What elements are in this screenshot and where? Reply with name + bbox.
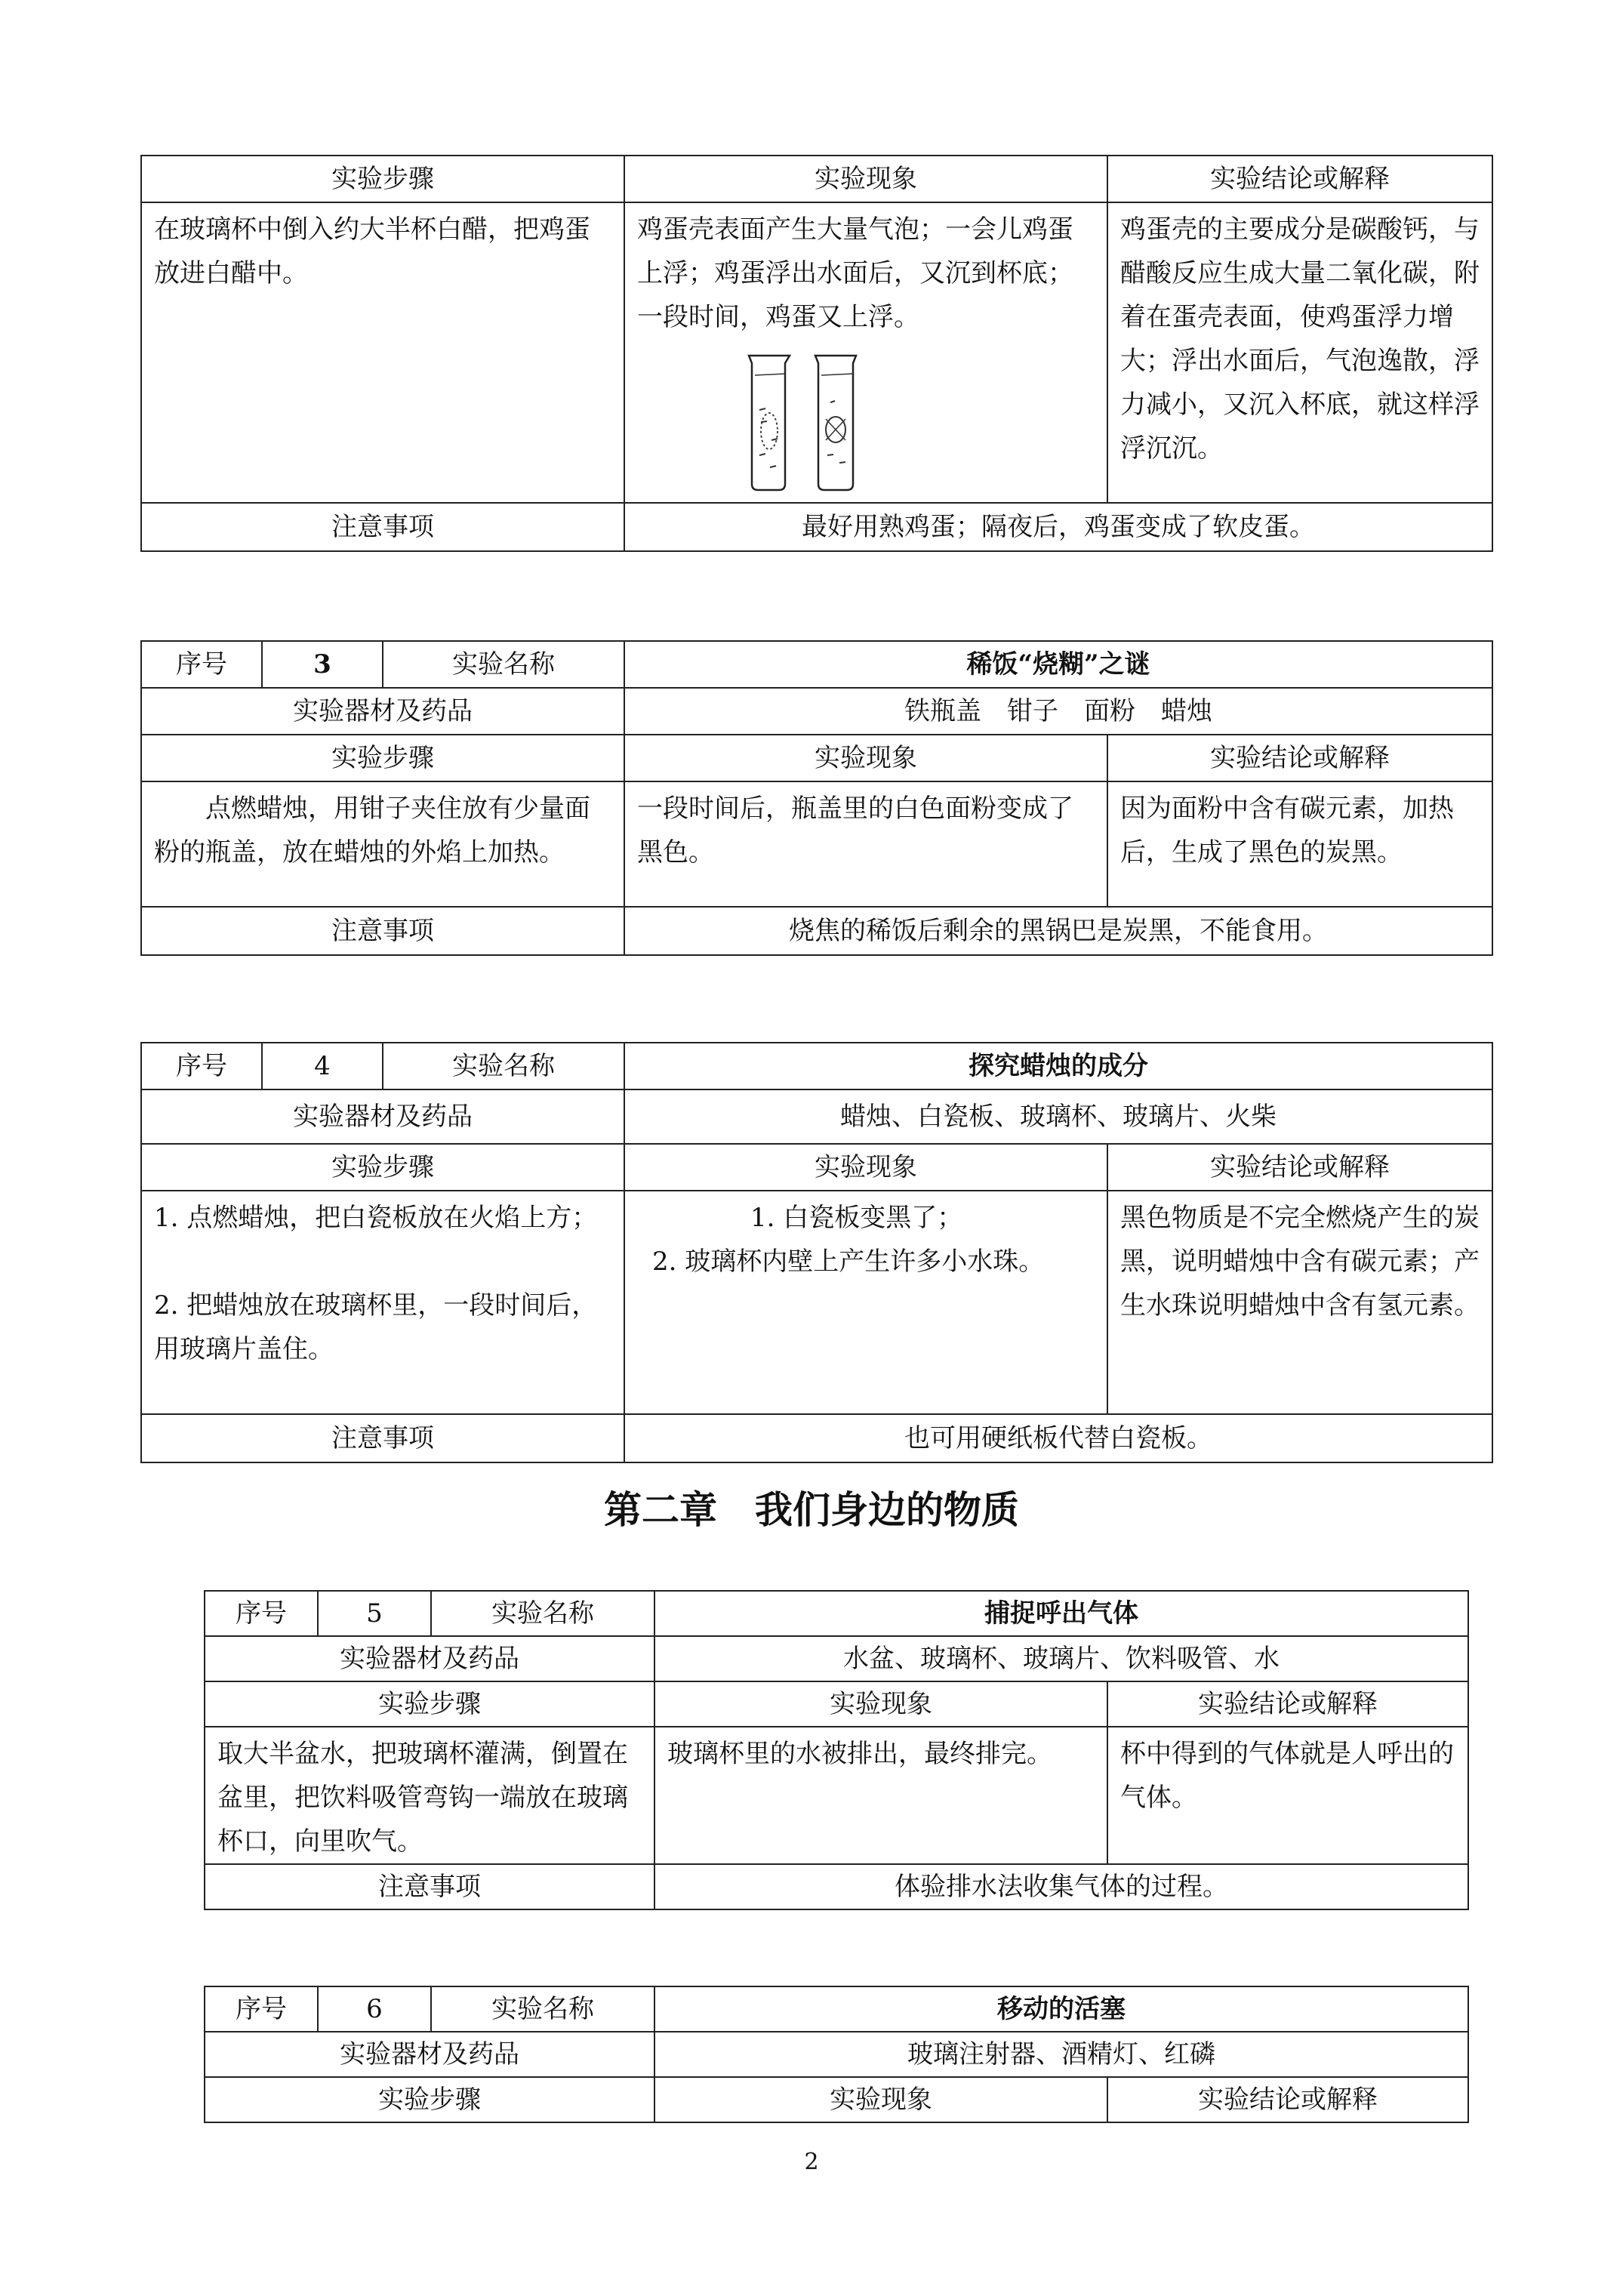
steps-cell [141,202,624,503]
experiment-3-table [140,640,1493,956]
steps-cell [141,781,624,907]
conclusion-text: 鸡蛋壳的主要成分是碳酸钙，与醋酸反应生成大量二氧化碳，附着在蛋壳表面，使鸡蛋浮力增大；浮出水面后，气泡逸散，浮力减小，又沉入杯底，就这样浮浮沉沉。 [1120,214,1480,464]
steps-cell [141,1191,624,1414]
notes-header: 注意事项 [141,907,624,955]
name-label: 实验名称 [383,1043,624,1089]
egg-in-vinegar-illustration [743,350,879,493]
name-label: 实验名称 [431,1591,654,1636]
phenomenon-text: 玻璃杯里的水被排出，最终排完。 [667,1739,1052,1769]
experiment-4-table [140,1042,1493,1463]
steps-cell [205,1727,654,1864]
phenomenon-cell [654,1727,1107,1864]
conclusion-cell [1107,781,1492,907]
index-label: 序号 [141,1043,262,1089]
phenomenon-cell [624,202,1107,503]
materials-label: 实验器材及药品 [141,1089,624,1144]
phenomenon-cell [624,1191,1107,1414]
materials-label: 实验器材及药品 [141,688,624,735]
conclusion-header: 实验结论或解释 [1107,2077,1468,2122]
phenomenon-header: 实验现象 [624,156,1107,202]
phenomenon-text: 一段时间后，瓶盖里的白色面粉变成了黑色。 [637,794,1073,868]
experiment-name: 移动的活塞 [654,1986,1468,2032]
page-number: 2 [804,2149,819,2175]
conclusion-cell [1107,1191,1492,1414]
steps-header: 实验步骤 [141,156,624,202]
phenomenon-text-1: 1. 白瓷板变黑了； [750,1203,963,1233]
index-value: 6 [318,1986,431,2032]
chapter-heading: 第二章 我们身边的物质 [604,1487,1019,1532]
notes-text: 最好用熟鸡蛋；隔夜后，鸡蛋变成了软皮蛋。 [624,503,1492,551]
experiment-6-table [204,1986,1469,2123]
experiment-name: 捕捉呼出气体 [654,1591,1468,1636]
phenomenon-text-2: 2. 玻璃杯内壁上产生许多小水珠。 [652,1247,1045,1277]
index-value: 5 [318,1591,431,1636]
notes-header: 注意事项 [141,1414,624,1462]
phenomenon-header: 实验现象 [654,2077,1107,2122]
conclusion-header: 实验结论或解释 [1107,156,1492,202]
steps-header: 实验步骤 [141,735,624,781]
conclusion-header: 实验结论或解释 [1107,1681,1468,1727]
phenomenon-header: 实验现象 [624,1144,1107,1191]
notes-text: 也可用硬纸板代替白瓷板。 [624,1414,1492,1462]
steps-text-1: 1. 点燃蜡烛，把白瓷板放在火焰上方； [154,1203,598,1233]
experiment-2-table [140,155,1493,552]
phenomenon-header: 实验现象 [624,735,1107,781]
materials-value: 铁瓶盖 钳子 面粉 蜡烛 [624,688,1492,735]
materials-value: 玻璃注射器、酒精灯、红磷 [654,2032,1468,2077]
notes-text: 体验排水法收集气体的过程。 [654,1864,1468,1909]
conclusion-text: 杯中得到的气体就是人呼出的气体。 [1120,1739,1454,1813]
experiment-name: 稀饭“烧糊”之谜 [624,641,1492,688]
steps-text: 取大半盆水，把玻璃杯灌满，倒置在盆里，把饮料吸管弯钩一端放在玻璃杯口，向里吹气。 [217,1739,628,1857]
steps-header: 实验步骤 [205,2077,654,2122]
steps-text: 在玻璃杯中倒入约大半杯白醋，把鸡蛋放进白醋中。 [154,214,590,288]
materials-value: 水盆、玻璃杯、玻璃片、饮料吸管、水 [654,1636,1468,1681]
materials-value: 蜡烛、白瓷板、玻璃杯、玻璃片、火柴 [624,1089,1492,1144]
name-label: 实验名称 [431,1986,654,2032]
materials-label: 实验器材及药品 [205,2032,654,2077]
steps-header: 实验步骤 [141,1144,624,1191]
experiment-5-table [204,1590,1469,1910]
name-label: 实验名称 [383,641,624,688]
experiment-name: 探究蜡烛的成分 [624,1043,1492,1089]
notes-text: 烧焦的稀饭后剩余的黑锅巴是炭黑，不能食用。 [624,907,1492,955]
notes-header: 注意事项 [205,1864,654,1909]
phenomenon-cell [624,781,1107,907]
steps-text: 点燃蜡烛，用钳子夹住放有少量面粉的瓶盖，放在蜡烛的外焰上加热。 [154,794,590,868]
index-label: 序号 [205,1591,318,1636]
conclusion-header: 实验结论或解释 [1107,1144,1492,1191]
index-value: 3 [262,641,383,688]
conclusion-cell [1107,202,1492,503]
conclusion-header: 实验结论或解释 [1107,735,1492,781]
materials-label: 实验器材及药品 [205,1636,654,1681]
conclusion-text: 黑色物质是不完全燃烧产生的炭黑，说明蜡烛中含有碳元素；产生水珠说明蜡烛中含有氢元素。 [1120,1203,1480,1321]
index-value: 4 [262,1043,383,1089]
index-label: 序号 [141,641,262,688]
conclusion-cell [1107,1727,1468,1864]
conclusion-text: 因为面粉中含有碳元素，加热后，生成了黑色的炭黑。 [1120,794,1454,868]
phenomenon-header: 实验现象 [654,1681,1107,1727]
index-label: 序号 [205,1986,318,2032]
notes-header: 注意事项 [141,503,624,551]
phenomenon-text: 鸡蛋壳表面产生大量气泡；一会儿鸡蛋上浮；鸡蛋浮出水面后，又沉到杯底；一段时间，鸡蛋又上浮。 [637,214,1073,332]
steps-text-2: 2. 把蜡烛放在玻璃杯里，一段时间后，用玻璃片盖住。 [154,1290,598,1364]
steps-header: 实验步骤 [205,1681,654,1727]
